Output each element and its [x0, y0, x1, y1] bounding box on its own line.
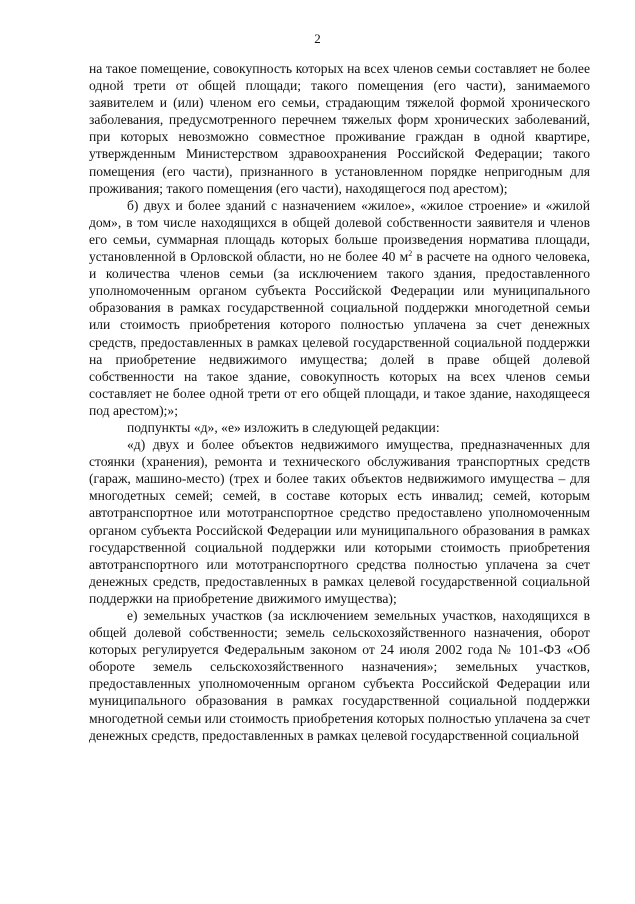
- page-number: 2: [314, 31, 321, 46]
- paragraph-item-b: [89, 197, 590, 419]
- paragraph-continuation: на такое помещение, совокупность которых на всех членов семьи составляет не более одной трети от общей площади; такого помещения (его части), занимаемого заявителем и (или) членом его семьи, страдающим тяжелой формой хронического заболевания, предусмотренного перечнем тяжелых форм хронических заболеваний, при которых невозможно совместное проживание граждан в одной квартире, утвержденным Министерством здравоохранения Российской Федерации; такого помещения (его части), признанного в установленном порядке непригодным для проживания; такого помещения (его части), находящегося под арестом);: [89, 61, 590, 196]
- paragraph-item-b-text-end: в расчете на одного человека, и количества членов семьи (за исключением такого здания, предоставленного уполномоченным органом субъекта Российской Федерации или муниципального образования в рамках государственной социальной поддержки многодетной семьи или стоимость приобретения которого полностью уплачена за счет денежных средств, предоставленных в рамках целевой государственной социальной поддержки на приобретение недвижимого имущества; долей в праве общей долевой собственности на такое здание, совокупность которых на всех членов семьи составляет не более одной трети от его общей площади, и такое здание, находящееся под арестом);»;: [89, 249, 590, 418]
- paragraph-amendment-intro: подпункты «д», «е» изложить в следующей редакции:: [127, 419, 440, 435]
- superscript-square: 2: [408, 249, 413, 259]
- document-body: [89, 60, 590, 744]
- paragraph-item-d: «д) двух и более объектов недвижимого имущества, предназначенных для стоянки (хранения), ремонта и технического обслуживания транспортных средств (гараж, машино-место) (трех и более таких объектов недвижимого имущества – для многодетных семей; семей, в составе которых есть инвалид; семей, которым автотранспортное или мототранспортное средство предоставлено уполномоченным органом субъекта Российской Федерации или муниципального образования в рамках государственной социальной поддержки или которыми стоимость приобретения автотранспортного или мототранспортного средства полностью уплачена за счет денежных средств, предоставленных в рамках целевой государственной социальной поддержки на приобретение движимого имущества);: [89, 437, 590, 606]
- paragraph-item-e: е) земельных участков (за исключением земельных участков, находящихся в общей долевой собственности; земель сельскохозяйственного назначения, оборот которых регулируется Федеральным законом от 24 июля 2002 года № 101-ФЗ «Об обороте земель сельскохозяйственного назначения»; земельных участков, предоставленных уполномоченным органом субъекта Российской Федерации или муниципального образования в рамках государственной социальной поддержки многодетной семьи или стоимость приобретения которых полностью уплачена за счет денежных средств, предоставленных в рамках целевой государственной социальной: [89, 608, 590, 743]
- paragraph-item-b-text-start: б) двух и более зданий с назначением «жилое», «жилое строение» и «жилой дом», в том числе находящихся в общей долевой собственности заявителя и членов его семьи, суммарная площадь которых больше произведения норматива площади, установленной в Орловской области, но не более 40 м: [89, 197, 590, 265]
